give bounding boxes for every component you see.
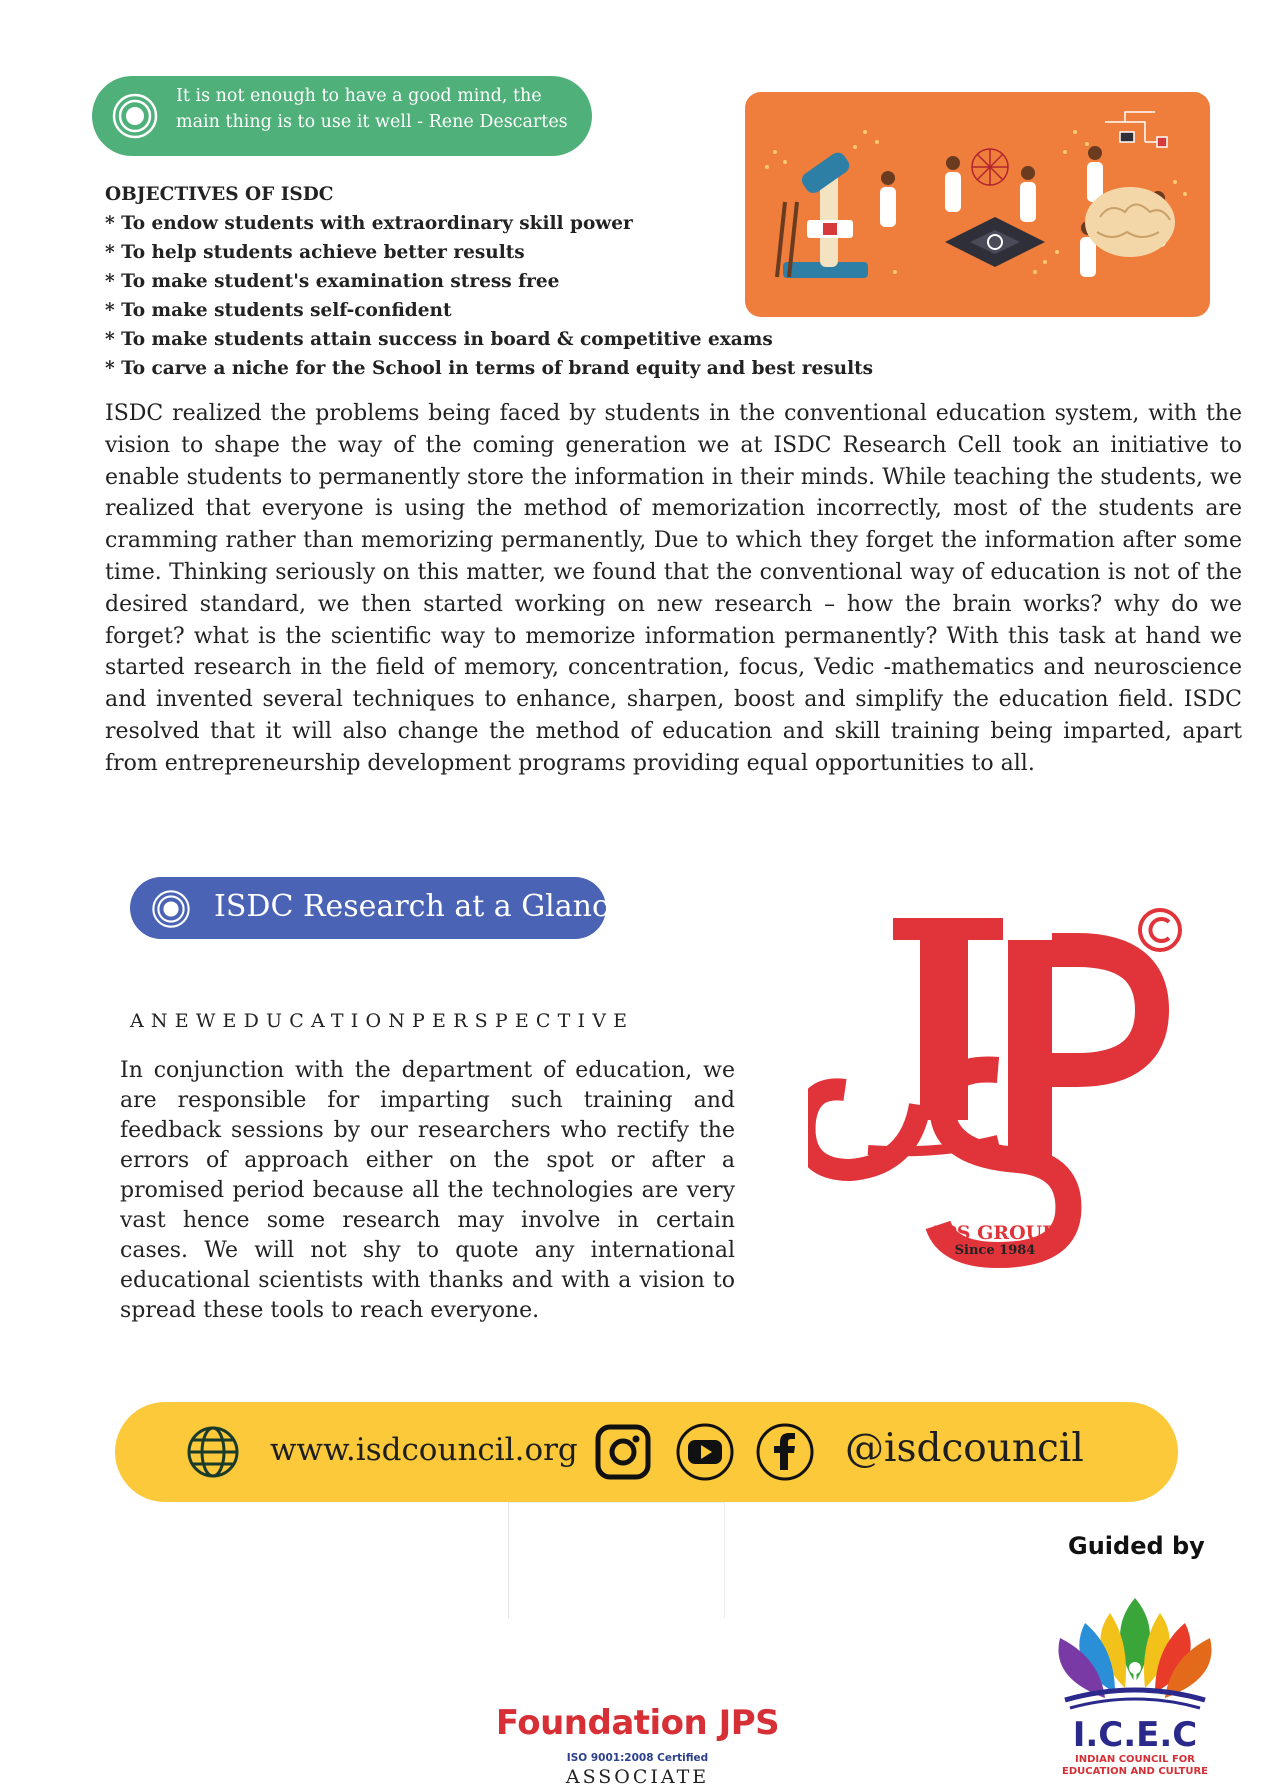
- icec-name-line1: INDIAN COUNCIL FOR: [1075, 1754, 1195, 1765]
- divider-box: [508, 1502, 725, 1618]
- guided-by-label: Guided by: [1068, 1532, 1205, 1560]
- instagram-icon[interactable]: [593, 1422, 653, 1482]
- youtube-icon[interactable]: [675, 1422, 735, 1482]
- objective-item: * To make students attain success in board & competitive exams: [105, 329, 773, 350]
- research-title: ISDC Research at a Glance: [214, 889, 627, 924]
- research-paragraph: In conjunction with the department of education, we are responsible for imparting such training and feedback sessions by our researchers who rectify the errors of approach either on the spot or after a promised period because all the technologies are very vast hence some research may involve in certain cases. We will not shy to quote any international educational scientists with thanks and with a vision to spread these tools to reach everyone.: [120, 1058, 735, 1323]
- globe-icon: [185, 1424, 241, 1480]
- jps-group-logo: [808, 900, 1203, 1270]
- objectives-heading: OBJECTIVES OF ISDC: [105, 184, 334, 205]
- icec-name-line2: EDUCATION AND CULTURE: [1062, 1766, 1208, 1777]
- quote-banner: [92, 76, 592, 156]
- objective-item: * To make student's examination stress free: [105, 271, 560, 292]
- target-ring-icon: [110, 91, 160, 141]
- objective-item: * To carve a niche for the School in terms of brand equity and best results: [105, 358, 874, 379]
- jps-caption: JPS GROUP: [933, 1222, 1057, 1244]
- social-handle[interactable]: @isdcouncil: [845, 1426, 1084, 1471]
- jps-since: Since 1984: [954, 1243, 1036, 1258]
- research-banner: [130, 877, 627, 939]
- quote-text: It is not enough to have a good mind, the main thing is to use it well - Rene Descartes: [176, 86, 568, 132]
- icec-initials: I.C.E.C: [1072, 1715, 1198, 1755]
- perspective-subtitle: ANEWEDUCATIONPERSPECTIVE: [130, 1010, 635, 1032]
- objectives-list: [105, 180, 874, 383]
- objective-item: * To make students self-confident: [105, 300, 452, 321]
- facebook-icon[interactable]: [755, 1422, 815, 1482]
- intro-paragraph: ISDC realized the problems being faced by students in the conventional education system, with the vision to shape the way of the coming generation we at ISDC Research Cell took an initiative to enable students to permanently store the information in their minds. While teaching the students, we realized that everyone is using the method of memorization incorrectly, most of the students are cramming rather than memorizing permanently, Due to which they forget the information after some time. Thinking seriously on this matter, we found that the conventional way of education is not of the desired standard, we then started working on new research – how the brain works? why do we forget? what is the scientific way to memorize information permanently? With this task at hand we started research in the field of memory, concentration, focus, Vedic -mathematics and neuroscience and invented several techniques to enhance, sharpen, boost and simplify the education field. ISDC resolved that it will also change the method of education and skill training being imparted, apart from entrepreneurship development programs providing equal opportunities to all.: [105, 401, 1242, 776]
- objective-item: * To help students achieve better results: [105, 242, 525, 263]
- website-link[interactable]: www.isdcouncil.org: [270, 1432, 578, 1468]
- foundation-jps-logo: Foundation JPS: [495, 1703, 780, 1743]
- iso-certification: ISO 9001:2008 Certified: [566, 1752, 709, 1764]
- associate-label: ASSOCIATE: [565, 1766, 710, 1788]
- icec-logo: [1040, 1578, 1230, 1780]
- objective-item: * To endow students with extraordinary skill power: [105, 213, 633, 234]
- target-ring-icon: [150, 888, 192, 930]
- contact-bar: [115, 1402, 1178, 1502]
